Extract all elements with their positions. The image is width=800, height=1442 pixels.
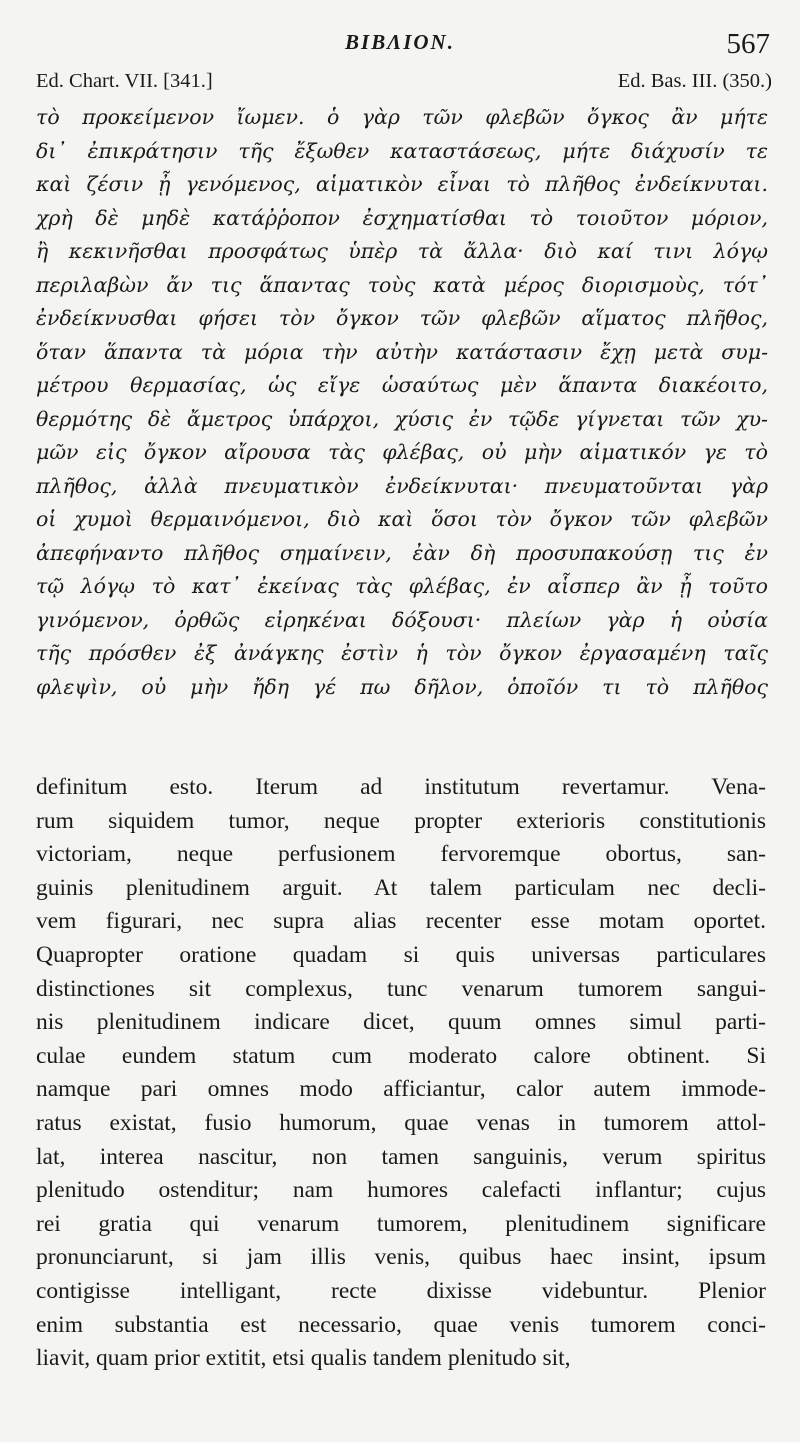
- latin-text-line: rei gratia qui venarum tumorem, plenitudinem significare: [36, 1210, 766, 1237]
- latin-text-line: nis plenitudinem indicare dicet, quum omnes simul parti-: [36, 1009, 766, 1036]
- greek-text-line: καὶ ζέσιν ᾖ γενόμενος, αἱματικὸν εἶναι τὸ πλῆθος ἐνδείκνυται.: [36, 172, 768, 196]
- greek-text-line: ὅταν ἅπαντα τὰ μόρια τὴν αὐτὴν κατάστασιν ἔχῃ μετὰ συμ-: [36, 339, 768, 364]
- greek-text-block: [36, 101, 768, 704]
- page-number: 567: [726, 28, 770, 60]
- greek-text-line: πλῆθος, ἀλλὰ πνευματικὸν ἐνδείκνυται· πνευματοῦνται γὰρ: [36, 473, 768, 498]
- latin-text-line: culae eundem statum cum moderato calore obtinent. Si: [36, 1042, 766, 1069]
- latin-text-line: guinis plenitudinem arguit. At talem particulam nec decli-: [36, 874, 766, 901]
- latin-text-line: plenitudo ostenditur; nam humores calefacti inflantur; cujus: [36, 1177, 766, 1204]
- latin-text-line: victoriam, neque perfusionem fervoremque obortus, san-: [36, 841, 766, 868]
- greek-text-line: μέτρου θερμασίας, ὡς εἴγε ὡσαύτως μὲν ἅπαντα διακέοιτο,: [36, 373, 768, 397]
- greek-text-line: ἐνδείκνυσθαι φήσει τὸν ὄγκον τῶν φλεβῶν αἵματος πλῆθος,: [36, 306, 768, 330]
- greek-text-line: χρὴ δὲ μηδὲ κατάῤῥοπον ἐσχηματίσθαι τὸ τοιοῦτον μόριον,: [36, 205, 768, 230]
- edition-references: [36, 70, 772, 93]
- edition-chart-reference: Ed. Chart. VII. [341.]: [36, 70, 213, 92]
- latin-text-line: contigisse intelligant, recte dixisse videbuntur. Plenior: [36, 1277, 766, 1304]
- latin-text-line: ratus existat, fusio humorum, quae venas in tumorem attol-: [36, 1109, 766, 1136]
- latin-text-line: enim substantia est necessario, quae venis tumorem conci-: [36, 1311, 766, 1338]
- greek-text-line: περιλαβὼν ἄν τις ἅπαντας τοὺς κατὰ μέρος διορισμοὺς, τότ᾽: [36, 272, 768, 297]
- greek-text-line: ἀπεφήναντο πλῆθος σημαίνειν, ἐὰν δὴ προσυπακούσῃ τις ἐν: [36, 540, 768, 565]
- greek-text-line: μῶν εἰς ὄγκον αἴρουσα τὰς φλέβας, οὐ μὴν αἱματικόν γε τὸ: [36, 440, 768, 464]
- latin-text-line: namque pari omnes modo afficiantur, calor autem immode-: [36, 1076, 766, 1103]
- greek-text-line: οἱ χυμοὶ θερμαινόμενοι, διὸ καὶ ὅσοι τὸν ὄγκον τῶν φλεβῶν: [36, 507, 768, 531]
- running-title: ΒΙΒΛΙΟΝ.: [345, 30, 455, 54]
- latin-text-line: definitum esto. Iterum ad institutum revertamur. Vena-: [36, 774, 766, 800]
- greek-text-line: τὸ προκείμενον ἴωμεν. ὁ γὰρ τῶν φλεβῶν ὄγκος ἂν μήτε: [36, 105, 768, 129]
- greek-text-line: φλεψὶν, οὐ μὴν ἤδη γέ πω δῆλον, ὁποῖόν τι τὸ πλῆθος: [36, 674, 768, 699]
- greek-text-line: τῷ λόγῳ τὸ κατ᾽ ἐκείνας τὰς φλέβας, ἐν αἷσπερ ἂν ᾖ τοῦτο: [36, 574, 768, 598]
- latin-text-line: liavit, quam prior extitit, etsi qualis tandem plenitudo sit,: [36, 1345, 571, 1372]
- latin-text-line: rum siquidem tumor, neque propter exterioris constitutionis: [36, 807, 766, 834]
- greek-text-line: γινόμενον, ὀρθῶς εἰρηκέναι δόξουσι· πλείων γὰρ ἡ οὐσία: [36, 607, 768, 632]
- latin-text-line: vem figurari, nec supra alias recenter esse motam oportet.: [36, 908, 766, 935]
- greek-text-line: ἢ κεκινῆσθαι προσφάτως ὑπὲρ τὰ ἄλλα· διὸ καί τινι λόγῳ: [36, 239, 768, 263]
- greek-text-line: τῆς πρόσθεν ἐξ ἀνάγκης ἐστὶν ἡ τὸν ὄγκον ἐργασαμένη ταῖς: [36, 641, 768, 665]
- latin-text-line: lat, interea nascitur, non tamen sanguinis, verum spiritus: [36, 1143, 766, 1170]
- latin-text-block: [36, 771, 766, 1376]
- greek-text-line: θερμότης δὲ ἄμετρος ὑπάρχοι, χύσις ἐν τῷδε γίγνεται τῶν χυ-: [36, 406, 768, 431]
- greek-text-line: δι᾽ ἐπικράτησιν τῆς ἔξωθεν καταστάσεως, μήτε διάχυσίν τε: [36, 138, 768, 163]
- edition-basel-reference: Ed. Bas. III. (350.): [617, 70, 772, 92]
- latin-text-line: distinctiones sit complexus, tunc venarum tumorem sangui-: [36, 975, 766, 1002]
- latin-text-line: Quapropter oratione quadam si quis universas particulares: [36, 941, 766, 968]
- latin-text-line: pronunciarunt, si jam illis venis, quibus haec insint, ipsum: [36, 1244, 766, 1271]
